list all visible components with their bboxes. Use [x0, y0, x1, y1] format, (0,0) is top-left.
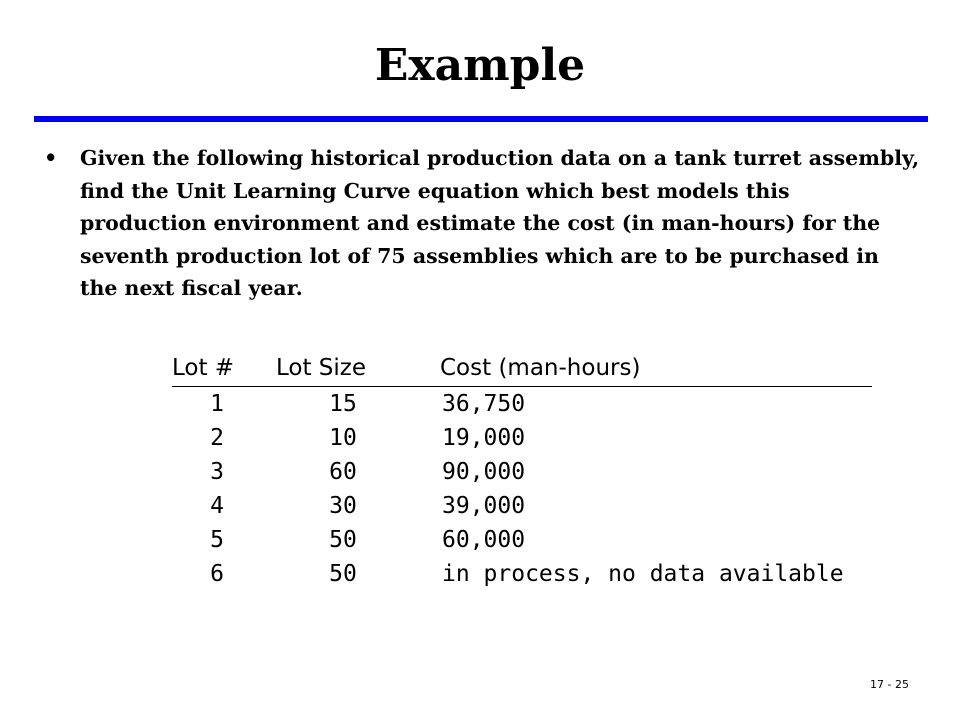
header-lot-number: Lot #	[172, 352, 276, 387]
lot-size-cell: 50	[329, 527, 357, 553]
lot-size-cell: 30	[329, 493, 357, 519]
table-row	[172, 455, 872, 489]
bullet-icon: •	[44, 145, 58, 170]
header-lot-size: Lot Size	[276, 352, 440, 387]
cost-cell: 60,000	[442, 527, 526, 553]
cost-cell: 39,000	[442, 493, 526, 519]
cost-cell: 19,000	[442, 425, 526, 451]
lot-size-cell: 50	[329, 561, 357, 587]
table-header-row	[172, 352, 872, 387]
table-row	[172, 557, 872, 591]
lot-number-cell: 3	[210, 459, 224, 485]
table-row	[172, 523, 872, 557]
production-data-table	[172, 352, 872, 591]
lot-number-cell: 2	[210, 425, 224, 451]
lot-size-cell: 60	[329, 459, 357, 485]
lot-number-cell: 6	[210, 561, 224, 587]
cost-cell: 36,750	[442, 391, 526, 417]
title-divider	[34, 116, 928, 122]
lot-number-cell: 4	[210, 493, 224, 519]
slide-title: Example	[374, 40, 586, 91]
lot-size-cell: 10	[329, 425, 357, 451]
table-row	[172, 387, 872, 422]
header-cost: Cost (man-hours)	[440, 352, 872, 387]
lot-number-cell: 5	[210, 527, 224, 553]
lot-number-cell: 1	[210, 391, 224, 417]
cost-cell: in process, no data available	[442, 561, 844, 587]
table-row	[172, 421, 872, 455]
page-number: 17 - 25	[870, 678, 909, 691]
table-row	[172, 489, 872, 523]
bullet-item	[44, 142, 924, 305]
problem-statement: Given the following historical production data on a tank turret assembly, find the Unit Learning Curve equation which best models this production environment and estimate the cost (in man-hours) for the seventh production lot of 75 assemblies which are to be purchased in the next fiscal year.	[80, 146, 920, 300]
cost-cell: 90,000	[442, 459, 526, 485]
lot-size-cell: 15	[329, 391, 357, 417]
